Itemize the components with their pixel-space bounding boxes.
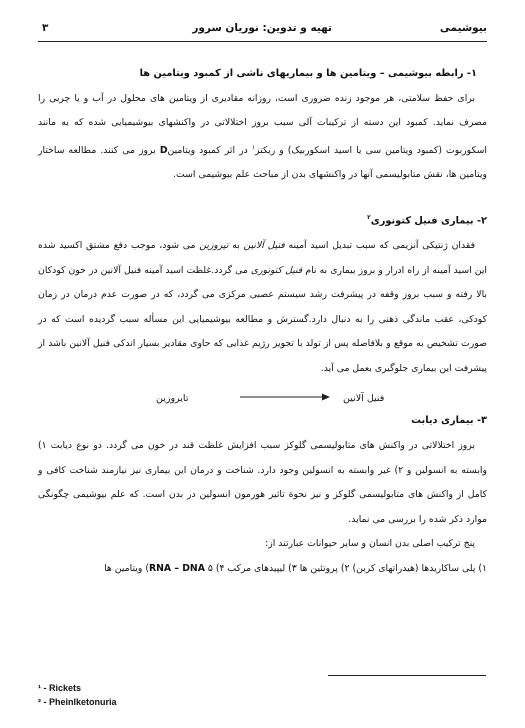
section2-heading: [38, 206, 487, 234]
reaction-arrow-row: [38, 381, 487, 409]
term-pku: فنیل کتونوری: [250, 264, 303, 276]
reaction-substrate: فنیل آلانین: [343, 393, 385, 405]
compounds-list-a: ۱) پلی ساکاریدها (هیدراتهای کربن) ۲) پروتئین ها ۳) لیپیدهای مرکب ۴): [212, 563, 487, 575]
section2-text-d: می گردد.غلظت اسید آمینه فنیل آلانین در خون کودکان بالا رفته و سبب بروز وقفه در پیشرفت رشد سیستم عصبی مرکزی می گردد، که در صورت عدم درمان در زمان کودکی، عقب ماندگی ذهنی را به دنبال دارد.گسترش و مطالعه بیوشیمیایی این مسأله سبب گردیده است که در صورت تشخیص به موقع و بلافاصله پس از تولد با تجویز رژیم غذایی که حاوی مقادیر بسیار اندکی فنیل آلانین باشد از پیشرفت این بیماری جلوگیری بعمل می آید.: [38, 264, 487, 374]
reaction-product: تایروزین: [156, 393, 189, 405]
section1-heading: ۱- رابطه بیوشیمی – ویتامین ها و بیماریهای ناشی از کمبود ویتامین ها: [139, 68, 477, 79]
page-header: [38, 22, 487, 42]
footnotes: [38, 681, 117, 709]
header-divider: [38, 41, 487, 42]
section1-text-cont: در اثر کمبود ویتامین: [167, 144, 252, 156]
section1-text: برای حفظ سلامتی، هر موجود زنده ضروری است، روزانه مقادیری از ویتامین های محلول در آب و یا چربی را مصرف نماید. کمبود این دسته از ترکیبات آلی سبب بروز اختلالاتی در واکنشهای بیوشیمیایی شده که به مانند اسکوربوت (کمبود ویتامین سی یا اسید اسکوربیک) و ریکتز: [38, 92, 487, 156]
section2-text-a: فقدان ژنتیکی آنزیمی که سبب تبدیل اسید آمینه: [284, 239, 476, 251]
page-number: ۳: [42, 22, 49, 34]
compounds-list: [38, 557, 487, 582]
footnote-mark-1: ۱: [251, 143, 256, 151]
section2-text-c: می شود، موجب دفع مشتق اکسید شده این اسید آمینه از راه ادرار و بروز بیماری به نام: [38, 239, 488, 276]
term-phenylalanine: فنیل آلانین: [243, 239, 285, 251]
section2-text-b: به: [228, 239, 244, 251]
section3-paragraph: بروز اختلالاتی در واکنش های متابولیسمی گلوکز سبب افزایش غلظت قند در خون می گردد. دو نوع دیابت ۱) وابسته به انسولین و ۲) غیر وابسته به انسولین وجود دارد. شناخت و درمان این بیماری نیز نیازمند شناخت کافی و کامل از واکنش های متابولیسمی گلوکز و نیز نحوة تاثیر هورمون انسولین در بدن است. که علم بیوشیمی چگونگی موارد ذکر شده را بررسی می نماید.: [38, 440, 487, 525]
vitamin-letter: D: [159, 144, 168, 156]
footnote-divider: [328, 675, 486, 676]
footnote-mark-2: ۲: [367, 214, 371, 222]
footnote-1: ¹ - Rickets: [38, 683, 82, 693]
section2-title: ۲- بیماری فنیل کتونوری: [370, 215, 487, 227]
compounds-list-nucleic: RNA – DNA: [148, 563, 205, 575]
section1-text-end: بروز می کنند. مطالعه ساختار ویتامین ها، نقش متابولیسمی آنها در واکنشهای بدن از مباحث علم بیوشیمی است.: [38, 144, 487, 181]
footnote-2: ² - Pheinlketonuria: [38, 697, 117, 707]
term-tyrosine: تیروزین: [199, 239, 229, 251]
header-subject: بیوشیمی: [439, 22, 487, 34]
section1-paragraph: [38, 87, 487, 188]
section2-paragraph: [38, 234, 487, 382]
document-body: [38, 62, 487, 582]
section3-heading: ۳- بیماری دیابت: [411, 415, 487, 427]
header-author: تهیه و تدوین: نوریان سرور: [192, 22, 332, 34]
reaction-arrow-icon: [240, 392, 330, 402]
compounds-list-b: ۵) ویتامین ها: [104, 563, 213, 575]
section3-intro: پنج ترکیب اصلی بدن انسان و سایر حیوانات عبارتند از:: [265, 538, 475, 550]
spacer: [38, 188, 487, 206]
